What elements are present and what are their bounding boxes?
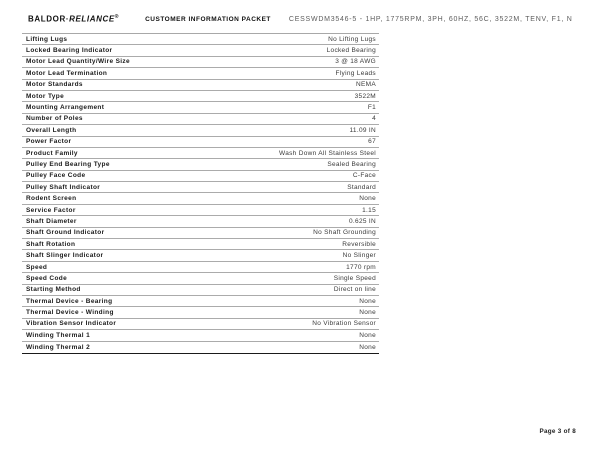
spec-value: 3 @ 18 AWG xyxy=(335,58,376,66)
spec-value: None xyxy=(359,343,376,351)
logo-brand-baldor: BALDOR xyxy=(28,14,66,24)
spec-value: Standard xyxy=(347,183,376,191)
spec-value: Reversible xyxy=(342,240,376,248)
spec-label: Speed Code xyxy=(26,274,68,282)
spec-value: No Shaft Grounding xyxy=(313,229,376,237)
table-row xyxy=(22,342,379,353)
spec-label: Winding Thermal 1 xyxy=(26,331,91,339)
spec-label: Overall Length xyxy=(26,126,77,134)
table-row xyxy=(22,307,379,318)
spec-value: C-Face xyxy=(352,172,376,180)
spec-label: Motor Type xyxy=(26,92,65,100)
spec-table xyxy=(22,33,379,354)
table-row xyxy=(22,273,379,284)
table-row xyxy=(22,148,379,159)
page-header xyxy=(28,13,590,25)
table-row xyxy=(22,114,379,125)
spec-label: Motor Lead Termination xyxy=(26,69,108,77)
table-row xyxy=(22,171,379,182)
table-row xyxy=(22,193,379,204)
packet-title: CUSTOMER INFORMATION PACKET xyxy=(145,15,271,23)
table-row xyxy=(22,239,379,250)
spec-label: Service Factor xyxy=(26,206,76,214)
spec-label: Thermal Device - Winding xyxy=(26,309,114,317)
table-row xyxy=(22,80,379,91)
table-row xyxy=(22,102,379,113)
spec-value: No Vibration Sensor xyxy=(312,320,376,328)
spec-value: None xyxy=(359,195,376,203)
spec-value: None xyxy=(359,331,376,339)
spec-value: No Lifting Lugs xyxy=(328,35,376,43)
table-row xyxy=(22,159,379,170)
registered-trademark-symbol: ® xyxy=(114,14,120,21)
spec-value: No Slinger xyxy=(342,252,376,260)
spec-label: Pulley End Bearing Type xyxy=(26,160,110,168)
baldor-reliance-logo xyxy=(28,14,119,24)
table-row xyxy=(22,250,379,261)
table-row xyxy=(22,57,379,68)
table-row xyxy=(22,330,379,341)
logo-brand-reliance: RELIANCE xyxy=(69,14,115,24)
spec-label: Number of Poles xyxy=(26,115,83,123)
spec-value: Locked Bearing xyxy=(326,47,376,55)
spec-value: None xyxy=(359,297,376,305)
spec-label: Vibration Sensor Indicator xyxy=(26,320,117,328)
spec-value: F1 xyxy=(367,104,376,112)
spec-label: Pulley Shaft Indicator xyxy=(26,183,101,191)
spec-value: 0.625 IN xyxy=(349,217,376,225)
spec-label: Speed xyxy=(26,263,48,271)
spec-value: 4 xyxy=(372,115,376,123)
spec-label: Shaft Diameter xyxy=(26,217,77,225)
spec-label: Pulley Face Code xyxy=(26,172,86,180)
spec-label: Product Family xyxy=(26,149,78,157)
spec-value: 67 xyxy=(368,138,376,146)
table-row xyxy=(22,296,379,307)
spec-label: Shaft Rotation xyxy=(26,240,76,248)
spec-value: NEMA xyxy=(356,81,376,89)
spec-value: Sealed Bearing xyxy=(327,160,376,168)
table-row xyxy=(22,45,379,56)
table-row xyxy=(22,319,379,330)
table-row xyxy=(22,91,379,102)
spec-value: 11.09 IN xyxy=(349,126,376,134)
table-row xyxy=(22,34,379,45)
spec-value: Single Speed xyxy=(333,274,376,282)
spec-label: Thermal Device - Bearing xyxy=(26,297,113,305)
spec-value: Flying Leads xyxy=(335,69,376,77)
table-row xyxy=(22,205,379,216)
spec-value: Direct on line xyxy=(333,286,376,294)
table-row xyxy=(22,137,379,148)
logo-separator-dot: · xyxy=(65,14,70,24)
spec-label: Motor Lead Quantity/Wire Size xyxy=(26,58,130,66)
spec-label: Locked Bearing Indicator xyxy=(26,47,113,55)
page-number: Page 3 of 8 xyxy=(539,428,576,435)
spec-label: Starting Method xyxy=(26,286,81,294)
spec-label: Winding Thermal 2 xyxy=(26,343,91,351)
spec-label: Rodent Screen xyxy=(26,195,77,203)
spec-label: Shaft Slinger Indicator xyxy=(26,252,104,260)
table-row xyxy=(22,125,379,136)
spec-label: Mounting Arrangement xyxy=(26,104,105,112)
table-row xyxy=(22,228,379,239)
product-description: CESSWDM3546-5 - 1HP, 1775RPM, 3PH, 60HZ, 56C, 3522M, TENV, F1, N xyxy=(288,15,573,23)
spec-value: 1.15 xyxy=(362,206,376,214)
spec-label: Shaft Ground Indicator xyxy=(26,229,105,237)
spec-label: Power Factor xyxy=(26,138,72,146)
table-row xyxy=(22,216,379,227)
table-row xyxy=(22,262,379,273)
spec-label: Lifting Lugs xyxy=(26,35,68,43)
spec-label: Motor Standards xyxy=(26,81,83,89)
table-row xyxy=(22,182,379,193)
table-row xyxy=(22,285,379,296)
spec-value: Wash Down All Stainless Steel xyxy=(279,149,376,157)
spec-value: 1770 rpm xyxy=(346,263,376,271)
spec-value: 3522M xyxy=(354,92,376,100)
spec-value: None xyxy=(359,309,376,317)
table-row xyxy=(22,68,379,79)
